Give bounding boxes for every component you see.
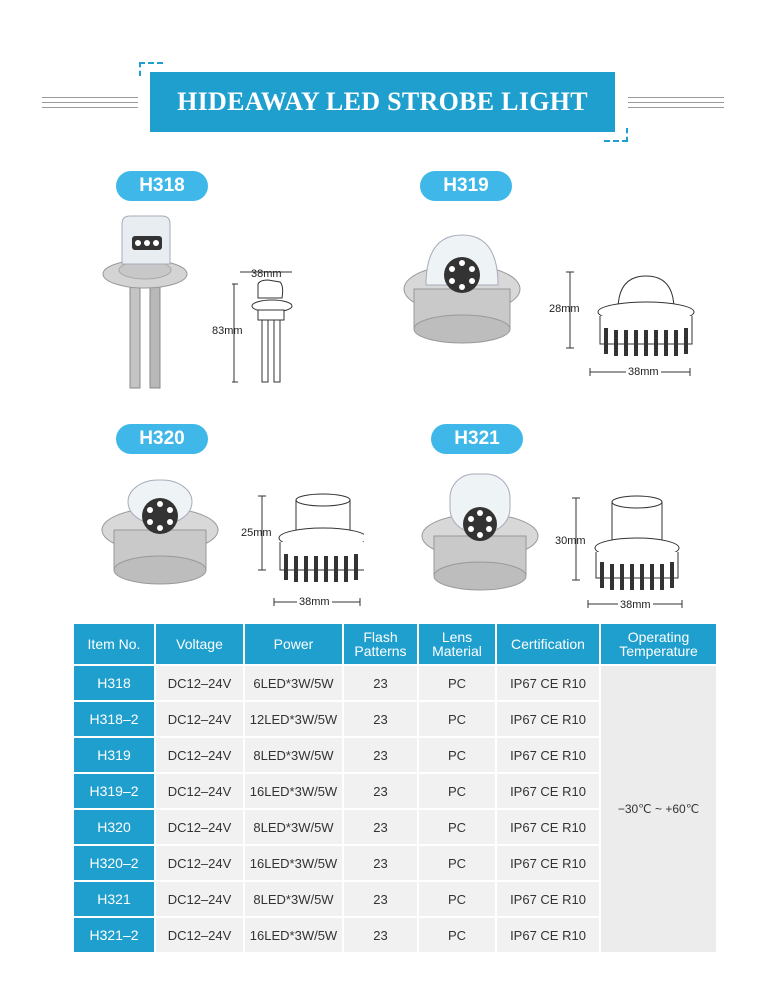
cell-voltage: DC12–24V <box>156 666 243 700</box>
dimension-height-h321: 30mm <box>555 535 586 547</box>
cell-certification: IP67 CE R10 <box>497 774 599 808</box>
header-lens-material: Lens Material <box>419 624 495 664</box>
cell-flash: 23 <box>344 918 417 952</box>
cell-certification: IP67 CE R10 <box>497 738 599 772</box>
drawing-h320 <box>252 492 364 612</box>
cell-power: 16LED*3W/5W <box>245 846 342 880</box>
table-row <box>74 666 716 700</box>
cell-lens: PC <box>419 882 495 916</box>
cell-flash: 23 <box>344 738 417 772</box>
dimension-width-h318: 38mm <box>251 268 282 280</box>
dimension-width-h320: 38mm <box>299 596 330 608</box>
cell-power: 8LED*3W/5W <box>245 810 342 844</box>
decorative-lines-left <box>42 97 138 113</box>
cell-lens: PC <box>419 918 495 952</box>
table-header-row <box>74 624 716 664</box>
header-power: Power <box>245 624 342 664</box>
cell-voltage: DC12–24V <box>156 846 243 880</box>
cell-lens: PC <box>419 738 495 772</box>
corner-decoration <box>604 128 628 142</box>
dimension-width-h319: 38mm <box>628 366 659 378</box>
dimension-height-h319: 28mm <box>549 303 580 315</box>
cell-flash: 23 <box>344 702 417 736</box>
cell-operating-temperature: −30℃ ~ +60℃ <box>601 666 716 952</box>
cell-certification: IP67 CE R10 <box>497 882 599 916</box>
page-title: HIDEAWAY LED STROBE LIGHT <box>177 87 588 116</box>
cell-item-no: H321 <box>74 882 154 916</box>
cell-item-no: H320 <box>74 810 154 844</box>
cell-item-no: H321–2 <box>74 918 154 952</box>
cell-item-no: H319–2 <box>74 774 154 808</box>
cell-power: 8LED*3W/5W <box>245 738 342 772</box>
model-pill-h320: H320 <box>116 424 208 454</box>
spec-table <box>72 622 718 954</box>
cell-power: 6LED*3W/5W <box>245 666 342 700</box>
product-photo-h318 <box>100 212 210 392</box>
cell-lens: PC <box>419 774 495 808</box>
cell-item-no: H318–2 <box>74 702 154 736</box>
cell-lens: PC <box>419 846 495 880</box>
product-photo-h319 <box>400 225 524 355</box>
cell-voltage: DC12–24V <box>156 810 243 844</box>
product-photo-h320 <box>98 470 222 590</box>
header-item-no: Item No. <box>74 624 154 664</box>
cell-flash: 23 <box>344 882 417 916</box>
header-flash-patterns: Flash Patterns <box>344 624 417 664</box>
cell-power: 12LED*3W/5W <box>245 702 342 736</box>
cell-voltage: DC12–24V <box>156 738 243 772</box>
cell-flash: 23 <box>344 774 417 808</box>
cell-voltage: DC12–24V <box>156 918 243 952</box>
cell-certification: IP67 CE R10 <box>497 846 599 880</box>
cell-voltage: DC12–24V <box>156 882 243 916</box>
cell-certification: IP67 CE R10 <box>497 918 599 952</box>
model-pill-h319: H319 <box>420 171 512 201</box>
dimension-height-h320: 25mm <box>241 527 272 539</box>
header-certification: Certification <box>497 624 599 664</box>
product-photo-h321 <box>418 470 542 594</box>
cell-certification: IP67 CE R10 <box>497 702 599 736</box>
decorative-lines-right <box>628 97 724 113</box>
cell-power: 16LED*3W/5W <box>245 774 342 808</box>
cell-item-no: H319 <box>74 738 154 772</box>
cell-lens: PC <box>419 666 495 700</box>
drawing-h321 <box>566 494 686 614</box>
cell-flash: 23 <box>344 666 417 700</box>
model-pill-h318: H318 <box>116 171 208 201</box>
drawing-h319 <box>560 268 700 380</box>
dimension-width-h321: 38mm <box>620 599 651 611</box>
cell-lens: PC <box>419 702 495 736</box>
cell-power: 8LED*3W/5W <box>245 882 342 916</box>
header-operating-temperature: Operating Temperature <box>601 624 716 664</box>
title-banner <box>150 72 615 132</box>
dimension-height-h318: 83mm <box>212 325 243 337</box>
cell-flash: 23 <box>344 846 417 880</box>
cell-power: 16LED*3W/5W <box>245 918 342 952</box>
cell-voltage: DC12–24V <box>156 702 243 736</box>
cell-item-no: H320–2 <box>74 846 154 880</box>
model-pill-h321: H321 <box>431 424 523 454</box>
cell-item-no: H318 <box>74 666 154 700</box>
cell-certification: IP67 CE R10 <box>497 666 599 700</box>
cell-lens: PC <box>419 810 495 844</box>
cell-certification: IP67 CE R10 <box>497 810 599 844</box>
cell-flash: 23 <box>344 810 417 844</box>
header-voltage: Voltage <box>156 624 243 664</box>
cell-voltage: DC12–24V <box>156 774 243 808</box>
